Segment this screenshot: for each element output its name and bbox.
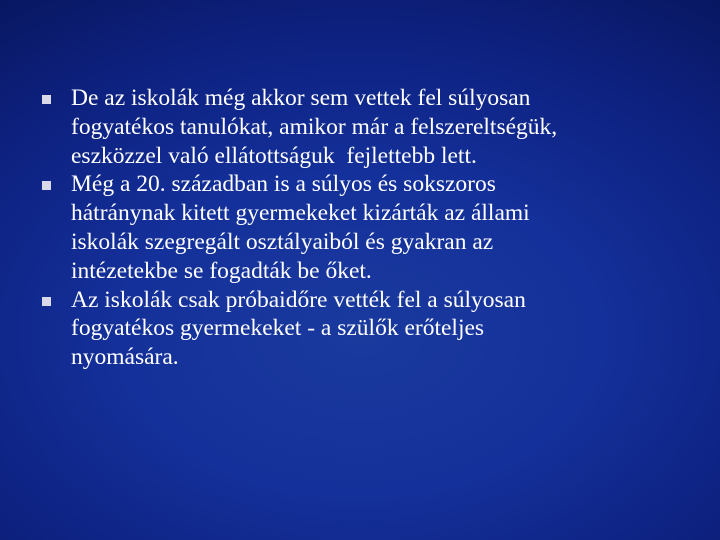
bullet-line: fogyatékos tanulókat, amikor már a felszereltségük, (71, 113, 558, 140)
bullet-line: Az iskolák csak próbaidőre vették fel a súlyosan (71, 286, 526, 313)
bullet-item-3 (42, 286, 682, 372)
bullet-line: iskolák szegregált osztályaiból és gyakran az (71, 228, 494, 255)
bullet-line: hátránynak kitett gyermekeket kizárták az állami (71, 200, 530, 227)
bullet-line: fogyatékos gyermekeket - a szülők erőteljes (71, 315, 485, 342)
square-bullet-icon (42, 95, 51, 104)
bullet-line: De az iskolák még akkor sem vettek fel súlyosan (71, 85, 531, 111)
bullet-item-2 (42, 170, 682, 285)
bullet-list (42, 84, 682, 372)
bullet-line: eszközzel való ellátottságuk fejlettebb lett. (71, 142, 477, 169)
bullet-line: nyomására. (71, 344, 179, 371)
bullet-item-1 (42, 84, 682, 170)
square-bullet-icon (42, 181, 51, 190)
bullet-line: Még a 20. században is a súlyos és sokszoros (71, 171, 496, 198)
square-bullet-icon (42, 297, 51, 306)
bullet-line: intézetekbe se fogadták be őket. (71, 257, 372, 284)
